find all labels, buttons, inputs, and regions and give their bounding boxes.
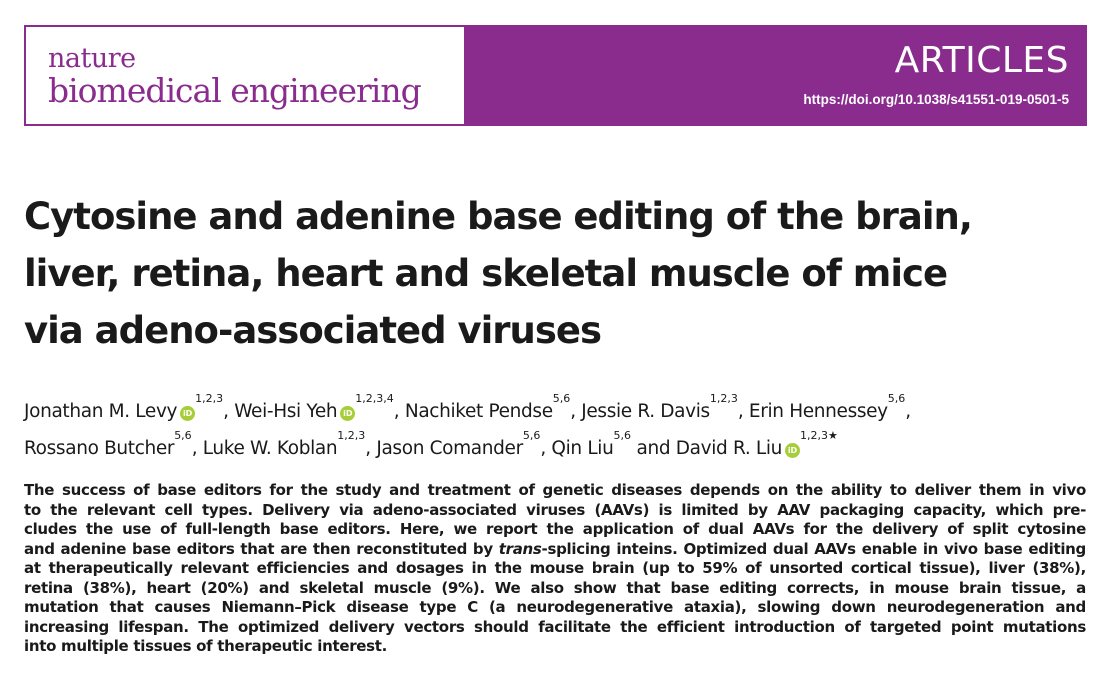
journal-name-line1: nature (48, 43, 136, 74)
abstract-line: at therapeutically relevant efficiencies and dosages in the mouse brain (up to 59% of unsorted cortical tissue), liver (38%), (24, 559, 1086, 577)
affiliation-superscript: 1,2,3 (337, 429, 366, 443)
title-line-1: Cytosine and adenine base editing of the brain, (24, 195, 972, 238)
journal-header-banner (24, 25, 1087, 126)
section-label: ARTICLES (894, 40, 1069, 81)
affiliation-superscript: 1,2,3,4 (355, 392, 394, 405)
author-name[interactable]: Jessie R. Davis (581, 401, 710, 423)
author-line-1 (24, 391, 1094, 428)
affiliation-superscript: 5,6 (552, 392, 571, 405)
author-name[interactable]: Nachiket Pendse (404, 401, 553, 423)
abstract-italic-term: trans (498, 539, 542, 558)
abstract-line (24, 540, 1086, 560)
abstract-line: to the relevant cell types. Delivery via adeno-associated viruses (AAVs) is limited by AAV packaging capacity, which pre- (24, 500, 1086, 519)
article-title (24, 188, 1084, 359)
author-separator: , (737, 401, 749, 423)
author-separator: , (905, 401, 911, 423)
author-name[interactable]: Rossano Butcher (24, 438, 175, 460)
doi-link[interactable]: https://doi.org/10.1038/s41551-019-0501-5 (803, 92, 1069, 107)
author-separator: , (223, 401, 235, 423)
title-line-3: via adeno-associated viruses (24, 309, 602, 352)
abstract-line: The success of base editors for the study and treatment of genetic diseases depends on the ability to deliver them in vivo (24, 481, 1086, 499)
title-line-2: liver, retina, heart and skeletal muscle of mice (24, 252, 948, 295)
author-name[interactable]: Qin Liu (551, 438, 614, 460)
author-name[interactable]: Jonathan M. Levy (24, 401, 178, 423)
author-separator: , (570, 401, 582, 423)
affiliation-superscript: 5,6 (887, 392, 906, 405)
author-separator: and (630, 438, 676, 460)
author-name[interactable]: Luke W. Koblan (202, 438, 338, 460)
affiliation-superscript: 5,6 (174, 429, 192, 443)
author-separator: , (365, 438, 377, 460)
abstract-line: mutation that causes Niemann–Pick disease type C (a neurodegenerative ataxia), slowing down neurodegeneration and (24, 598, 1086, 616)
author-name[interactable]: David R. Liu (675, 438, 783, 460)
author-separator: , (191, 438, 203, 460)
author-separator: , (393, 401, 405, 423)
affiliation-superscript: 1,2,3 (195, 392, 224, 405)
author-name[interactable]: Jason Comander (376, 438, 523, 460)
affiliation-superscript: 1,2,3 (709, 392, 738, 405)
abstract-text: -splicing inteins. Optimized dual AAVs enable in vivo base editing (541, 539, 1086, 558)
abstract-line: cludes the use of full-length base editors. Here, we report the application of dual AAVs for the delivery of split cytosine (24, 520, 1086, 538)
abstract (24, 481, 1086, 657)
affiliation-superscript: 5,6 (522, 429, 541, 443)
author-line-2 (24, 428, 1094, 465)
abstract-line: increasing lifespan. The optimized delivery vectors should facilitate the efficient introduction of targeted point mutations (24, 617, 1086, 636)
journal-name-line2: biomedical engineering (48, 71, 421, 110)
author-list (24, 391, 1094, 465)
orcid-icon[interactable]: iD (180, 406, 195, 421)
author-separator: , (540, 438, 552, 460)
affiliation-superscript: 1,2,3★ (800, 429, 838, 443)
orcid-icon[interactable]: iD (785, 443, 800, 458)
abstract-line: retina (38%), heart (20%) and skeletal muscle (9%). We also show that base editing corrects, in mouse brain tissue, a (24, 578, 1086, 597)
abstract-text: and adenine base editors that are then reconstituted by (24, 539, 499, 558)
author-name[interactable]: Erin Hennessey (748, 401, 888, 423)
abstract-line: into multiple tissues of therapeutic interest. (24, 637, 388, 655)
orcid-icon[interactable]: iD (340, 406, 355, 421)
author-name[interactable]: Wei-Hsi Yeh (234, 401, 338, 423)
journal-logo[interactable] (24, 25, 466, 126)
affiliation-superscript: 5,6 (613, 429, 631, 443)
